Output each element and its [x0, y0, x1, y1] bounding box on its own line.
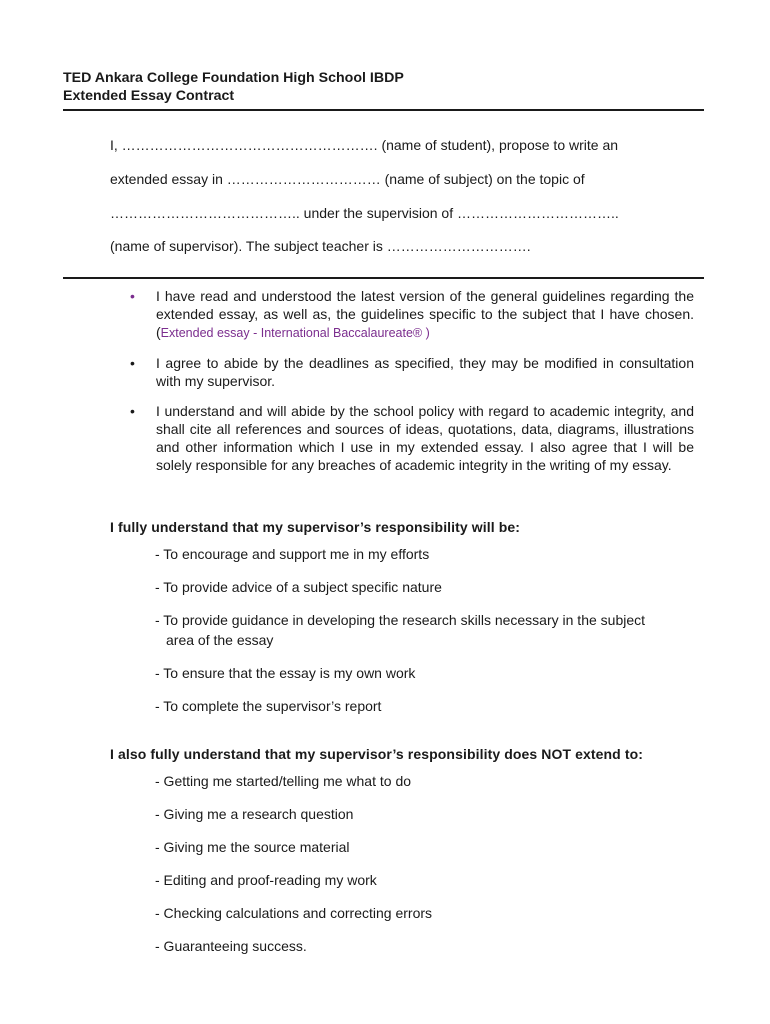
school-title: TED Ankara College Foundation High School IBDP [63, 70, 404, 86]
document-header [63, 69, 404, 105]
exclusions-list [155, 771, 700, 969]
list-item: - To encourage and support me in my efforts [155, 546, 430, 562]
bullet-icon: • [130, 403, 135, 419]
list-item-continuation: area of the essay [166, 632, 274, 648]
list-item: - Editing and proof-reading my work [155, 872, 377, 888]
list-item: - Getting me started/telling me what to do [155, 773, 412, 789]
agreement-item [110, 287, 694, 342]
list-item [155, 610, 700, 650]
list-item: - Giving me a research question [155, 806, 354, 822]
list-item: - To complete the supervisor’s report [155, 698, 382, 714]
list-item: - To provide advice of a subject specific nature [155, 579, 442, 595]
list-item: - Giving me the source material [155, 839, 350, 855]
form-line-topic: ………………………………….. under the supervision of …………………………….. [110, 205, 619, 221]
bullet-icon: • [130, 355, 135, 371]
form-line-student: I, ………………………………………………. (name of student), propose to write an [110, 137, 619, 153]
agreement-text: I understand and will abide by the school policy with regard to academic integrity, and shall cite all references and sources of ideas, quotations, data, diagrams, illustrations and other information which I use in my extended essay. I also agree that I will be solely responsible for any breaches of academic integrity in the writing of my essay. [156, 403, 694, 473]
agreement-list [110, 287, 694, 474]
document-title: Extended Essay Contract [63, 88, 235, 104]
agreement-text: I agree to abide by the deadlines as specified, they may be modified in consultation with my supervisor. [156, 355, 694, 389]
agreement-item [110, 354, 694, 390]
agreement-item [110, 402, 694, 474]
exclusions-heading: I also fully understand that my supervisor’s responsibility does NOT extend to: [110, 746, 644, 762]
list-item: - Checking calculations and correcting errors [155, 905, 433, 921]
list-item: - To ensure that the essay is my own work [155, 665, 416, 681]
responsibilities-heading: I fully understand that my supervisor’s responsibility will be: [110, 519, 521, 535]
agreement-text: I have read and understood the latest version of the general guidelines regarding the extended essay, as well as, the guidelines specific to the subject that I have chosen. ( [156, 288, 694, 340]
ib-guidelines-link[interactable]: Extended essay - International Baccalaureate® ) [160, 326, 430, 340]
bullet-icon: • [130, 288, 135, 304]
form-line-subject: extended essay in …………………………… (name of subject) on the topic of [110, 171, 585, 187]
form-line-supervisor: (name of supervisor). The subject teacher is …………………………. [110, 238, 531, 254]
header-divider [63, 109, 704, 111]
section-divider [63, 277, 704, 279]
responsibilities-list [155, 544, 700, 729]
list-item: - Guaranteeing success. [155, 938, 307, 954]
list-item-text: - To provide guidance in developing the research skills necessary in the subject [155, 612, 646, 628]
